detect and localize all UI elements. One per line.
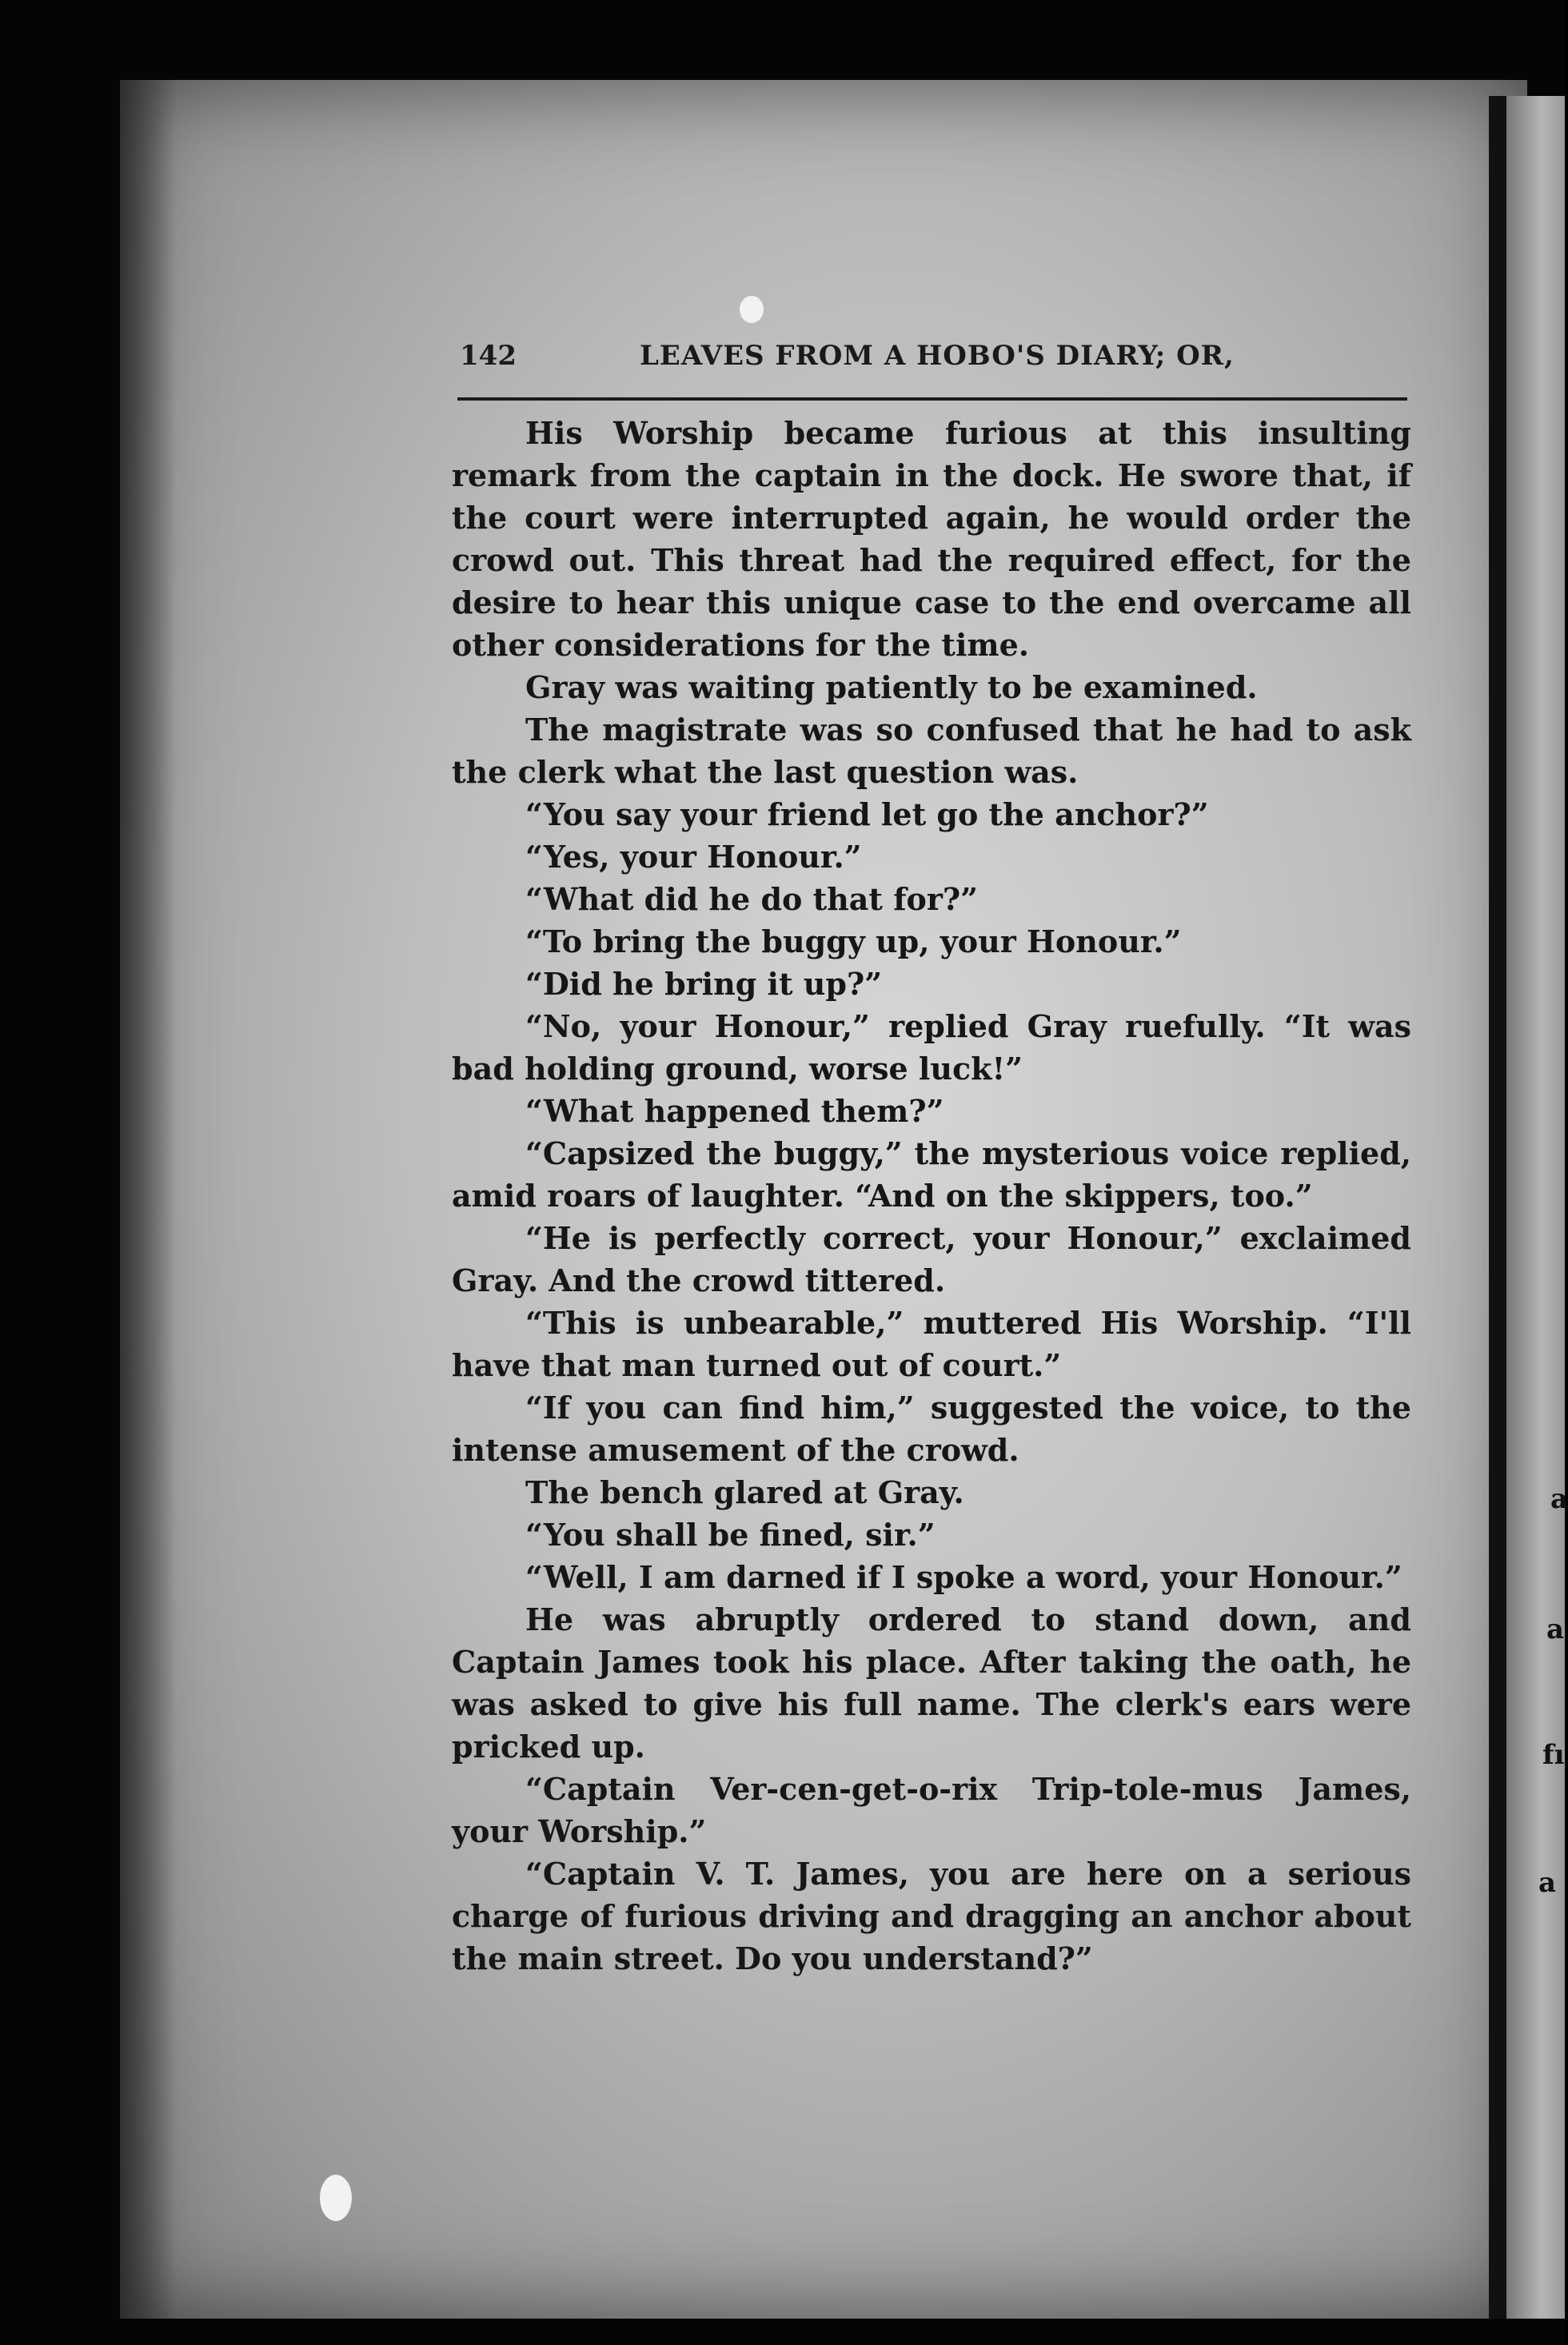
header-rule: [457, 397, 1407, 401]
paragraph: Gray was waiting patiently to be examined.: [525, 669, 1258, 705]
paragraph: “Captain Ver-cen-get-o-rix Trip-tole-mus James, your Worship.”: [452, 1771, 1411, 1849]
paragraph: “You say your friend let go the anchor?”: [525, 796, 1209, 832]
paragraph: “Captain V. T. James, you are here on a serious charge of furious driving and dragging an anchor about the main street. Do you understand?”: [452, 1856, 1411, 1976]
paragraph: “No, your Honour,” replied Gray ruefully. “It was bad holding ground, worse luck!”: [452, 1008, 1411, 1087]
paragraph: His Worship became furious at this insulting remark from the captain in the dock. He swore that, if the court were interrupted again, he would order the crowd out. This threat had the required effect, for the desire to hear this unique case to the end overcame all other considerations for the time.: [452, 415, 1411, 663]
paragraph: “If you can find him,” suggested the voice, to the intense amusement of the crowd.: [452, 1390, 1411, 1468]
paper-blemish: [320, 2175, 352, 2221]
paragraph: “He is perfectly correct, your Honour,” exclaimed Gray. And the crowd tittered.: [452, 1220, 1411, 1298]
paragraph: “This is unbearable,” muttered His Worship. “I'll have that man turned out of court.”: [452, 1305, 1411, 1383]
paragraph: “You shall be fined, sir.”: [525, 1517, 936, 1553]
facing-page-letter: a: [1538, 1867, 1557, 1899]
running-head: LEAVES FROM A HOBO'S DIARY; OR,: [640, 340, 1235, 372]
paper-blemish: [740, 296, 764, 323]
paragraph: He was abruptly ordered to stand down, and Captain James took his place. After taking the oath, he was asked to give his full name. The clerk's ears were pricked up.: [452, 1601, 1411, 1765]
paragraph: The magistrate was so confused that he had to ask the clerk what the last question was.: [452, 712, 1411, 790]
paragraph: “Well, I am darned if I spoke a word, your Honour.”: [525, 1559, 1402, 1595]
paragraph: The bench glared at Gray.: [525, 1474, 964, 1510]
facing-page-letter: a: [1550, 1483, 1568, 1515]
facing-page-letter: a: [1546, 1613, 1565, 1645]
paragraph: “What did he do that for?”: [525, 881, 979, 917]
paragraph: “Did he bring it up?”: [525, 966, 883, 1002]
page-shadow-edge: [120, 80, 176, 2319]
page-header: [460, 340, 1407, 388]
facing-page-edge: [1506, 96, 1568, 2319]
page-number: 142: [460, 340, 517, 372]
paragraph: “Yes, your Honour.”: [525, 839, 862, 875]
facing-page-letter: fı: [1542, 1739, 1565, 1771]
paragraph: “To bring the buggy up, your Honour.”: [525, 923, 1182, 959]
body-text: [452, 412, 1411, 1980]
paragraph: “What happened them?”: [525, 1093, 944, 1129]
paragraph: “Capsized the buggy,” the mysterious voice replied, amid roars of laughter. “And on the skippers, too.”: [452, 1135, 1411, 1214]
book-gutter: [1489, 96, 1506, 2319]
